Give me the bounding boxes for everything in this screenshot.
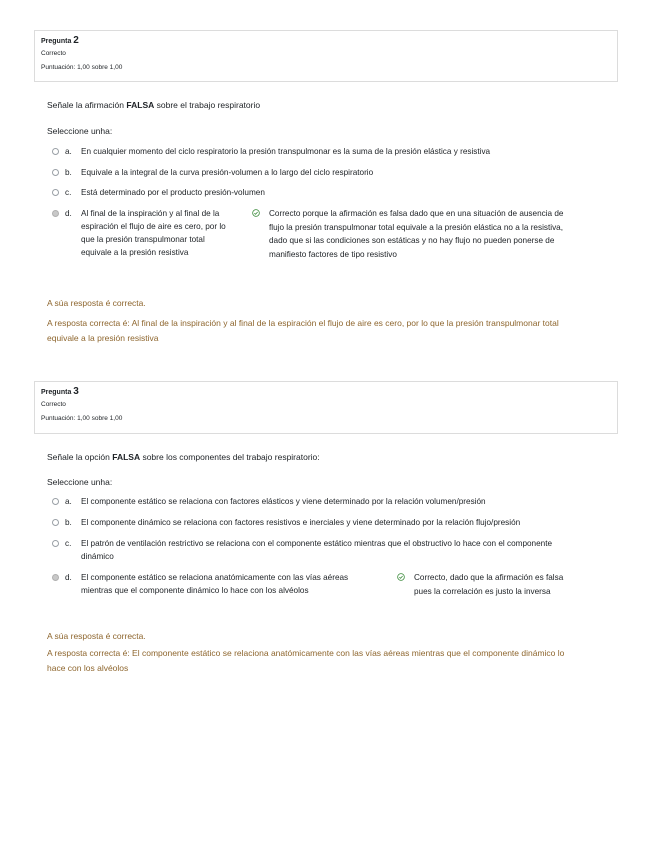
answer-prompt: Seleccione unha: <box>47 477 113 487</box>
answer-outcome: A súa resposta é correcta. <box>47 631 146 641</box>
question-text: Señale la opción FALSA sobre los componentes del trabajo respiratorio: <box>47 452 320 462</box>
radio-button[interactable] <box>52 148 59 155</box>
check-circle-icon <box>397 573 405 581</box>
right-answer: A resposta correcta é: El componente estático se relaciona anatómicamente con las vías aéreas mientras que el componente dinámico lo hace con los alvéolos <box>47 648 565 673</box>
option-feedback: Correcto porque la afirmación es falsa dado que en una situación de ausencia de flujo la presión transpulmonar total equivale a la presión elástica no a la resistiva, dado que si las condiciones son estáticas y no hay flujo no pueden ponerse de manifiesto factores de tipo resistivo <box>252 207 564 261</box>
answer-option-c[interactable]: c. Está determinado por el producto presión-volumen <box>52 186 265 199</box>
radio-button[interactable] <box>52 540 59 547</box>
question-number: Pregunta 3 <box>41 386 79 397</box>
radio-button[interactable] <box>52 189 59 196</box>
radio-button-selected[interactable] <box>52 574 59 581</box>
radio-button-selected[interactable] <box>52 210 59 217</box>
option-feedback: Correcto, dado que la afirmación es falsa pues la correlación es justo la inversa <box>397 571 563 598</box>
radio-button[interactable] <box>52 169 59 176</box>
question-text: Señale la afirmación FALSA sobre el trabajo respiratorio <box>47 100 261 110</box>
radio-button[interactable] <box>52 498 59 505</box>
answer-option-b[interactable]: b. Equivale a la integral de la curva presión-volumen a lo largo del ciclo respiratorio <box>52 166 373 179</box>
right-answer: A resposta correcta é: Al final de la inspiración y al final de la espiración el flujo de aire es cero, por lo que la presión transpulmonar total equivale a la presión resistiva <box>47 318 559 343</box>
question-number: Pregunta 2 <box>41 35 79 46</box>
answer-option-d[interactable]: d. El componente estático se relaciona anatómicamente con las vías aéreas mientras que el componente dinámico lo hace con los alvéolos <box>52 571 348 597</box>
question-state: Correcto <box>41 50 66 57</box>
question-info-box <box>34 381 618 434</box>
question-grade: Puntuación: 1,00 sobre 1,00 <box>41 415 123 422</box>
radio-button[interactable] <box>52 519 59 526</box>
question-info-box <box>34 30 618 82</box>
check-circle-icon <box>252 209 260 217</box>
answer-option-a[interactable]: a. En cualquier momento del ciclo respiratorio la presión transpulmonar es la suma de la presión elástica y resistiva <box>52 145 490 158</box>
answer-option-d[interactable]: d. Al final de la inspiración y al final de la espiración el flujo de aire es cero, por lo que la presión transpulmonar total equivale a la presión resistiva <box>52 207 226 259</box>
answer-option-a[interactable]: a. El componente estático se relaciona con factores elásticos y viene determinado por la relación volumen/presión <box>52 495 486 508</box>
answer-option-c[interactable]: c. El patrón de ventilación restrictivo se relaciona con el componente estático mientras que el obstructivo lo hace con el componente dinámico <box>52 537 552 563</box>
answer-option-b[interactable]: b. El componente dinámico se relaciona con factores resistivos e inerciales y viene determinado por la relación flujo/presión <box>52 516 520 529</box>
answer-prompt: Seleccione unha: <box>47 126 113 136</box>
question-grade: Puntuación: 1,00 sobre 1,00 <box>41 64 123 71</box>
answer-outcome: A súa resposta é correcta. <box>47 298 146 308</box>
question-state: Correcto <box>41 401 66 408</box>
